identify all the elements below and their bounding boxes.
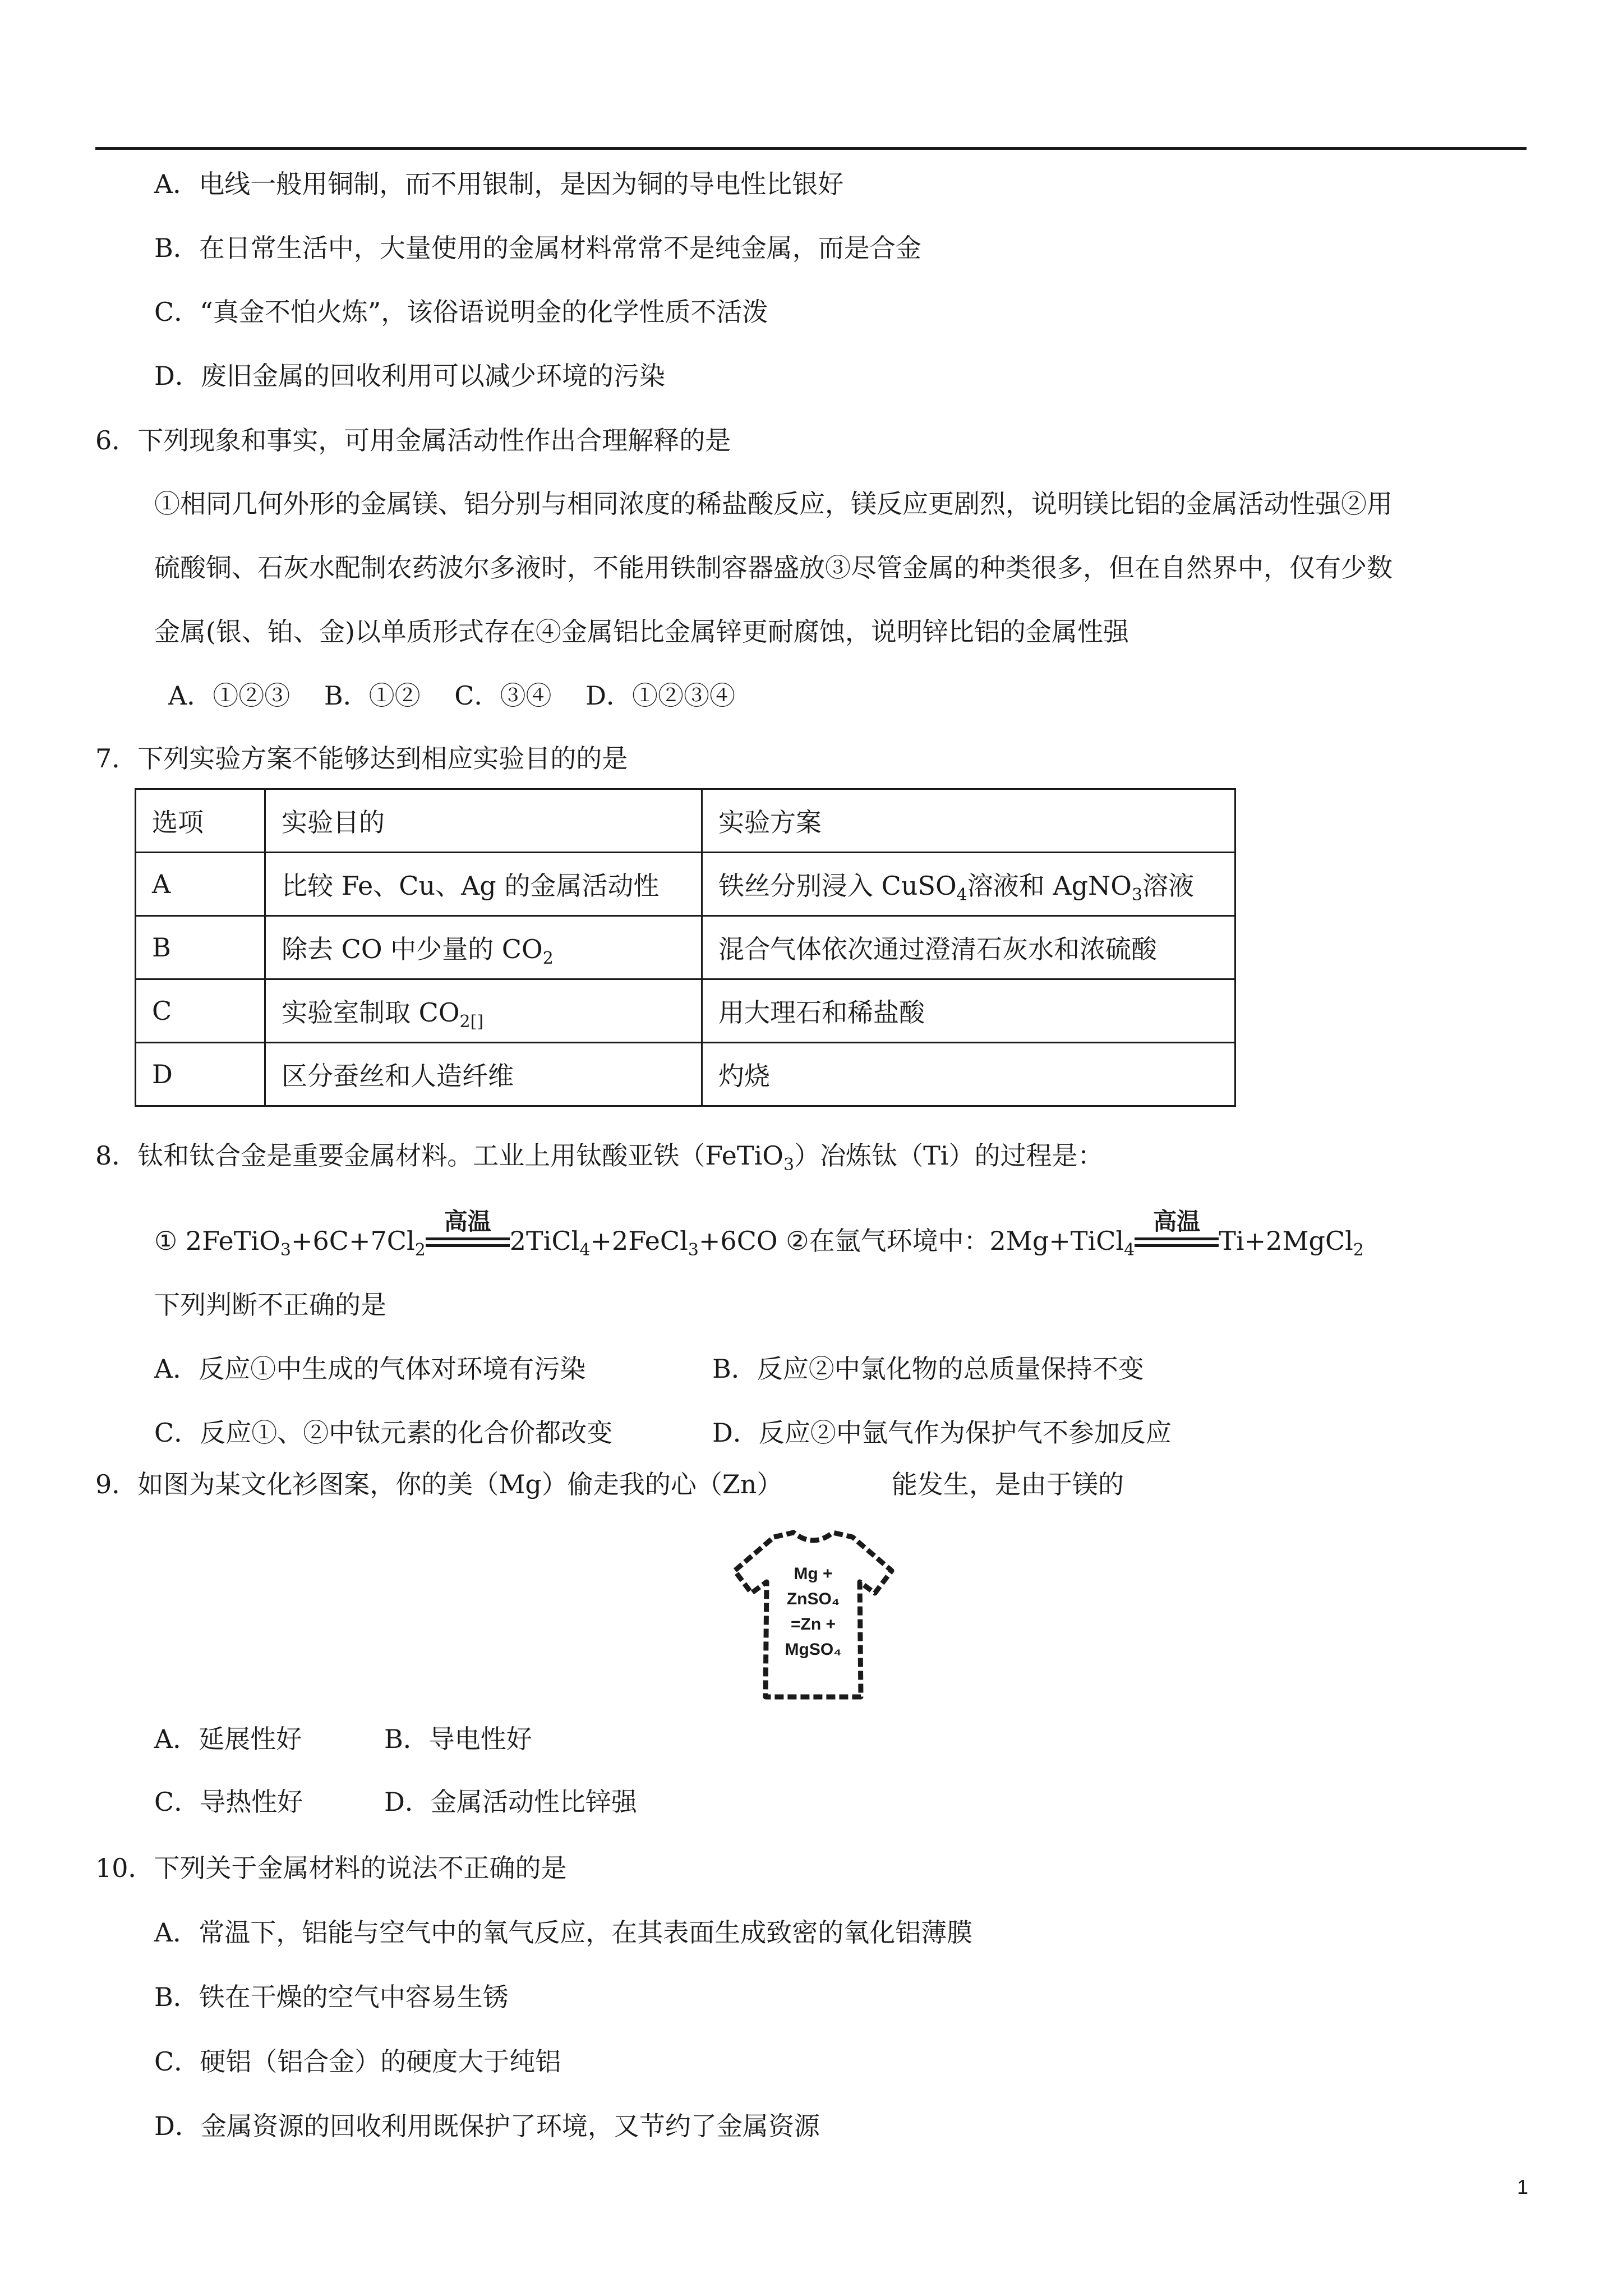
- q5-option-c: C．“真金不怕火炼”，该俗语说明金的化学性质不活泼: [154, 297, 768, 327]
- experiment-table: [135, 788, 1236, 1107]
- table-cell-option: D: [136, 1043, 265, 1106]
- q10-option-d: D．金属资源的回收利用既保护了环境，又节约了金属资源: [154, 2111, 820, 2141]
- table-cell-goal: 区分蚕丝和人造纤维: [265, 1043, 702, 1106]
- table-row: [136, 916, 1235, 979]
- q9-option-b: B．导电性好: [384, 1724, 532, 1754]
- q7-stem: 7．下列实验方案不能够达到相应实验目的的是: [95, 743, 628, 774]
- reaction-condition-sign: 高温: [1135, 1224, 1219, 1258]
- q5-option-d: D．废旧金属的回收利用可以减少环境的污染: [154, 361, 665, 391]
- table-cell-option: C: [136, 979, 265, 1043]
- table-row: [136, 1043, 1235, 1106]
- q10-stem: 10．下列关于金属材料的说法不正确的是: [95, 1853, 567, 1883]
- q10-option-c: C．硬铝（铝合金）的硬度大于纯铝: [154, 2046, 561, 2077]
- q5-option-b: B．在日常生活中，大量使用的金属材料常常不是纯金属，而是合金: [154, 233, 921, 263]
- q8-option-c: C．反应①、②中钛元素的化合价都改变: [154, 1418, 613, 1448]
- table-cell-plan: 用大理石和稀盐酸: [702, 979, 1235, 1043]
- q9-stem-part1: 9．如图为某文化衫图案，你的美（Mg）偷走我的心（Zn）: [95, 1469, 783, 1499]
- q5-option-a: A．电线一般用铜制，而不用银制，是因为铜的导电性比银好: [154, 169, 844, 199]
- q6-body-line: 金属(银、铂、金)以单质形式存在④金属铝比金属锌更耐腐蚀，说明锌比铝的金属性强: [154, 616, 1129, 647]
- shirt-text-line: MgSO₄: [785, 1640, 842, 1659]
- q8-option-a: A．反应①中生成的气体对环境有污染: [154, 1354, 586, 1384]
- shirt-text-line: ZnSO₄: [786, 1590, 840, 1608]
- table-cell-plan: 铁丝分别浸入 CuSO$_4$溶液和 AgNO$_3$溶液: [702, 853, 1235, 916]
- q10-option-a: A．常温下，铝能与空气中的氧气反应，在其表面生成致密的氧化铝薄膜: [154, 1917, 973, 1948]
- q8-equations: ① $2FeTiO_3+6C+7Cl_2$ 高温 2TiCl$_4$+2FeCl$_3$+6CO ②在氩气环境中：2Mg+TiCl$_4$ 高温 Ti+2MgCl$_2$: [154, 1208, 1364, 1260]
- shirt-text-line: =Zn +: [790, 1615, 836, 1634]
- q9-option-c: C．导热性好: [154, 1787, 303, 1817]
- reaction-condition-sign: 高温: [426, 1224, 510, 1258]
- q8-sub-stem: 下列判断不正确的是: [154, 1290, 386, 1320]
- q9-option-d: D．金属活动性比锌强: [384, 1787, 637, 1817]
- table-row: [136, 979, 1235, 1043]
- q8-stem: 8．钛和钛合金是重要金属材料。工业上用钛酸亚铁（FeTiO$_3$）冶炼钛（Ti）的过程是：: [95, 1140, 1104, 1175]
- table-cell-goal: 比较 Fe、Cu、Ag 的金属活动性: [265, 853, 702, 916]
- q9-option-a: A．延展性好: [154, 1724, 302, 1754]
- table-cell-goal: 实验室制取 $CO_{2[]}$: [265, 979, 702, 1043]
- shirt-text-line: Mg +: [794, 1565, 833, 1583]
- q6-options: A．①②③ B．①② C．③④ D．①②③④: [168, 680, 735, 711]
- page-number: 1: [1517, 2175, 1529, 2198]
- table-cell-goal: 除去 CO 中少量的 $CO_2$: [265, 916, 702, 979]
- table-cell-option: B: [136, 916, 265, 979]
- table-cell-plan: 灼烧: [702, 1043, 1235, 1106]
- table-header-row: [136, 789, 1235, 853]
- table-header-cell: 实验目的: [265, 789, 702, 853]
- t-shirt-figure: [721, 1526, 906, 1705]
- q6-body-line: ①相同几何外形的金属镁、铝分别与相同浓度的稀盐酸反应，镁反应更剧烈，说明镁比铝的金属活动性强②用: [154, 489, 1393, 519]
- table-row: [136, 853, 1235, 916]
- table-cell-plan: 混合气体依次通过澄清石灰水和浓硫酸: [702, 916, 1235, 979]
- q6-stem: 6．下列现象和事实，可用金属活动性作出合理解释的是: [95, 425, 731, 455]
- q8-option-b: B．反应②中氯化物的总质量保持不变: [712, 1354, 1144, 1384]
- table-cell-option: A: [136, 853, 265, 916]
- header-rule: [95, 147, 1527, 150]
- q9-stem-part2: 能发生，是由于镁的: [892, 1469, 1124, 1499]
- q6-body-line: 硫酸铜、石灰水配制农药波尔多液时，不能用铁制容器盛放③尽管金属的种类很多，但在自然界中，仅有少数: [154, 553, 1393, 583]
- table-header-cell: 选项: [136, 789, 265, 853]
- q8-option-d: D．反应②中氩气作为保护气不参加反应: [712, 1418, 1172, 1448]
- q10-option-b: B．铁在干燥的空气中容易生锈: [154, 1982, 509, 2012]
- table-header-cell: 实验方案: [702, 789, 1235, 853]
